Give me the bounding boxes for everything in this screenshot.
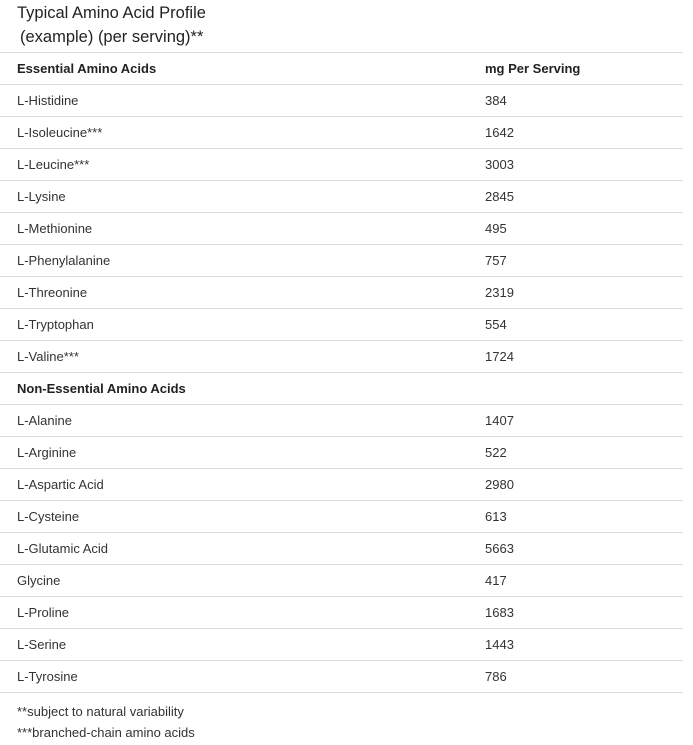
- title-line-1: Typical Amino Acid Profile: [17, 4, 206, 22]
- footnote-variability: **subject to natural variability: [17, 704, 184, 719]
- amino-name: L-Isoleucine***: [0, 117, 485, 149]
- amino-name: L-Histidine: [0, 85, 485, 117]
- amino-value: 1407: [485, 405, 683, 437]
- amino-value: 1724: [485, 341, 683, 373]
- table-row: [0, 629, 683, 661]
- amino-name: L-Glutamic Acid: [0, 533, 485, 565]
- amino-value: 786: [485, 661, 683, 693]
- amino-value: 5663: [485, 533, 683, 565]
- amino-name: Glycine: [0, 565, 485, 597]
- amino-value: 2845: [485, 181, 683, 213]
- amino-name: L-Cysteine: [0, 501, 485, 533]
- table-row: [0, 213, 683, 245]
- amino-name: L-Methionine: [0, 213, 485, 245]
- amino-value: 2980: [485, 469, 683, 501]
- amino-acid-table: [0, 53, 683, 693]
- table-row: [0, 117, 683, 149]
- value-header: mg Per Serving: [485, 53, 683, 85]
- table-row: [0, 405, 683, 437]
- table-row: [0, 85, 683, 117]
- amino-name: L-Tyrosine: [0, 661, 485, 693]
- footnotes: [0, 693, 683, 743]
- amino-name: L-Arginine: [0, 437, 485, 469]
- table-row: [0, 277, 683, 309]
- amino-value: 2319: [485, 277, 683, 309]
- table-row: [0, 533, 683, 565]
- essential-header: Essential Amino Acids: [0, 53, 485, 85]
- amino-name: L-Lysine: [0, 181, 485, 213]
- amino-name: L-Phenylalanine: [0, 245, 485, 277]
- amino-value: 1443: [485, 629, 683, 661]
- footnote-bcaa: ***branched-chain amino acids: [17, 725, 195, 740]
- table-row: [0, 469, 683, 501]
- amino-value: 554: [485, 309, 683, 341]
- amino-name: L-Serine: [0, 629, 485, 661]
- table-row: [0, 437, 683, 469]
- title-line-2: (example) (per serving)**: [20, 28, 204, 46]
- table-row: [0, 501, 683, 533]
- table-row: [0, 565, 683, 597]
- amino-value: 3003: [485, 149, 683, 181]
- amino-value: 757: [485, 245, 683, 277]
- amino-value: 384: [485, 85, 683, 117]
- non-essential-header: Non-Essential Amino Acids: [0, 373, 485, 405]
- amino-value: 1683: [485, 597, 683, 629]
- table-row: [0, 661, 683, 693]
- amino-value: 417: [485, 565, 683, 597]
- amino-value: 613: [485, 501, 683, 533]
- amino-name: L-Leucine***: [0, 149, 485, 181]
- table-row: [0, 181, 683, 213]
- amino-name: L-Proline: [0, 597, 485, 629]
- table-row: [0, 309, 683, 341]
- table-row: [0, 245, 683, 277]
- table-row: [0, 149, 683, 181]
- amino-name: L-Threonine: [0, 277, 485, 309]
- amino-name: L-Tryptophan: [0, 309, 485, 341]
- table-row: [0, 341, 683, 373]
- essential-header-row: [0, 53, 683, 85]
- non-essential-header-row: [0, 373, 683, 405]
- amino-value: 522: [485, 437, 683, 469]
- amino-name: L-Valine***: [0, 341, 485, 373]
- amino-value: 1642: [485, 117, 683, 149]
- empty-cell: [485, 373, 683, 405]
- amino-name: L-Alanine: [0, 405, 485, 437]
- table-row: [0, 597, 683, 629]
- amino-name: L-Aspartic Acid: [0, 469, 485, 501]
- page-title: [0, 0, 683, 53]
- amino-value: 495: [485, 213, 683, 245]
